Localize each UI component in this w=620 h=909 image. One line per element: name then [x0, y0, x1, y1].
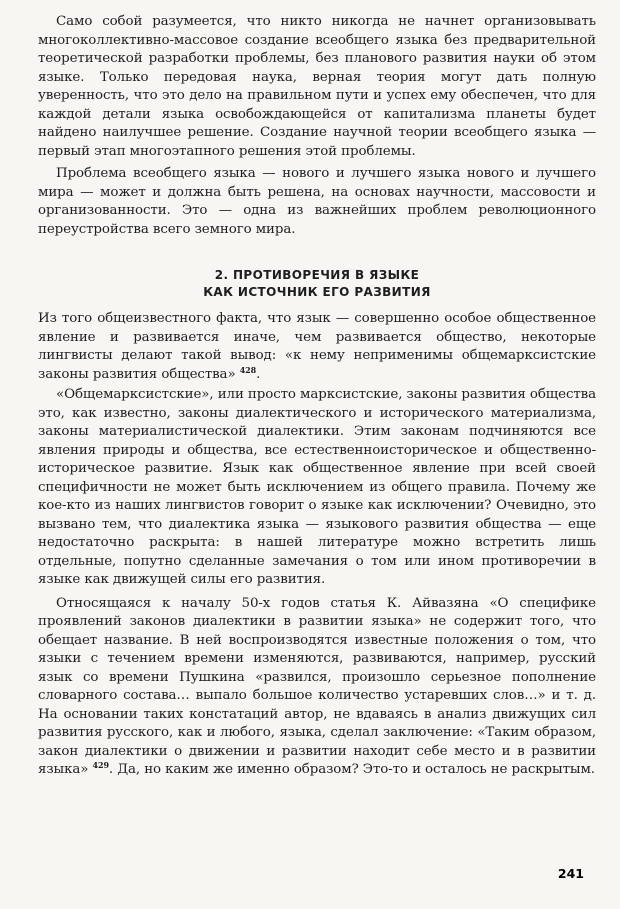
intro-block: [38, 13, 596, 239]
section-body-cont: [38, 595, 596, 780]
footnote-ref: 429: [92, 760, 109, 770]
section-heading-line-1: 2. ПРОТИВОРЕЧИЯ В ЯЗЫКЕ: [214, 268, 420, 282]
paragraph-text: Из того общеизвестного факта, что язык — совершенно особое общественное явление и развивается иначе, чем развивается общество, некоторые лингвисты делают такой вывод: «к нему неприменимы общемарксистские законы развития общества»: [38, 311, 596, 382]
paragraph-tail: . Да, но каким же именно образом? Это-то и осталось не раскрытым.: [108, 762, 595, 777]
paragraph: Само собой разумеется, что никто никогда не начнет организовывать многоколлективно-массовое создание всеобщего языка без предварительной теоретической разработки проблемы, без планового развития науки об этом языке. Только передовая наука, верная теория могут дать полную уверенность, что это дело на правильном пути и успех ему обеспечен, что для каждой детали языка освобождающейся от капитализма планеты будет найдено наилучшее решение. Создание научной теории всеобщего языка — первый этап многоэтапного решения этой проблемы.: [38, 14, 596, 159]
paragraph-tail: .: [256, 366, 261, 382]
paragraph: Проблема всеобщего языка — нового и лучшего языка нового и лучшего мира — может и должна быть решена, на основах научности, массовости и организованности. Это — одна из важнейших проблем революционного переустройства всего земного мира.: [38, 166, 596, 237]
paragraph: [38, 595, 596, 780]
paragraph-text: Относящаяся к началу 50-х годов статья К. Айвазяна «О специфике проявлений законов диалектики в развитии языка» не содержит того, что обещает название. В ней воспроизводятся известные положения о том, что языки с течением времени изменяются, развиваются, например, русский язык со времени Пушкина «развился, произошло серьезное пополнение словарного состава… выпало большое количество устаревших слов…» и т. д. На основании таких констатаций автор, не вдаваясь в анализ движущих сил развития русского, как и любого, языка, сделал заключение: «Таким образом, закон диалектики о движении и развитии находит себе место и в развитии языка»: [38, 595, 596, 777]
section-body: [38, 310, 596, 590]
section-heading: [38, 267, 596, 301]
paragraph: «Общемарксистские», или просто марксистские, законы развития общества это, как известно, законы диалектического и исторического материализма, законы материалистической диалектики. Этим законам подчиняются все явления природы и общества, все естественноисторическое и общественно-историческое развитие. Язык как общественное явление при всей своей специфичности не может быть исключением из общего правила. Почему же кое-кто из наших лингвистов говорит о языке как исключении? Очевидно, это вызвано тем, что диалектика языка — языкового развития общества — еще недостаточно раскрыта: в нашей литературе можно встретить лишь отдельные, попутно сделанные замечания о том или ином противоречии в языке как движущей силы его развития.: [38, 387, 596, 587]
section-heading-line-2: КАК ИСТОЧНИК ЕГО РАЗВИТИЯ: [203, 285, 431, 299]
footnote-ref: 428: [239, 364, 257, 375]
page-number: 241: [557, 866, 584, 881]
paragraph: [38, 310, 596, 384]
